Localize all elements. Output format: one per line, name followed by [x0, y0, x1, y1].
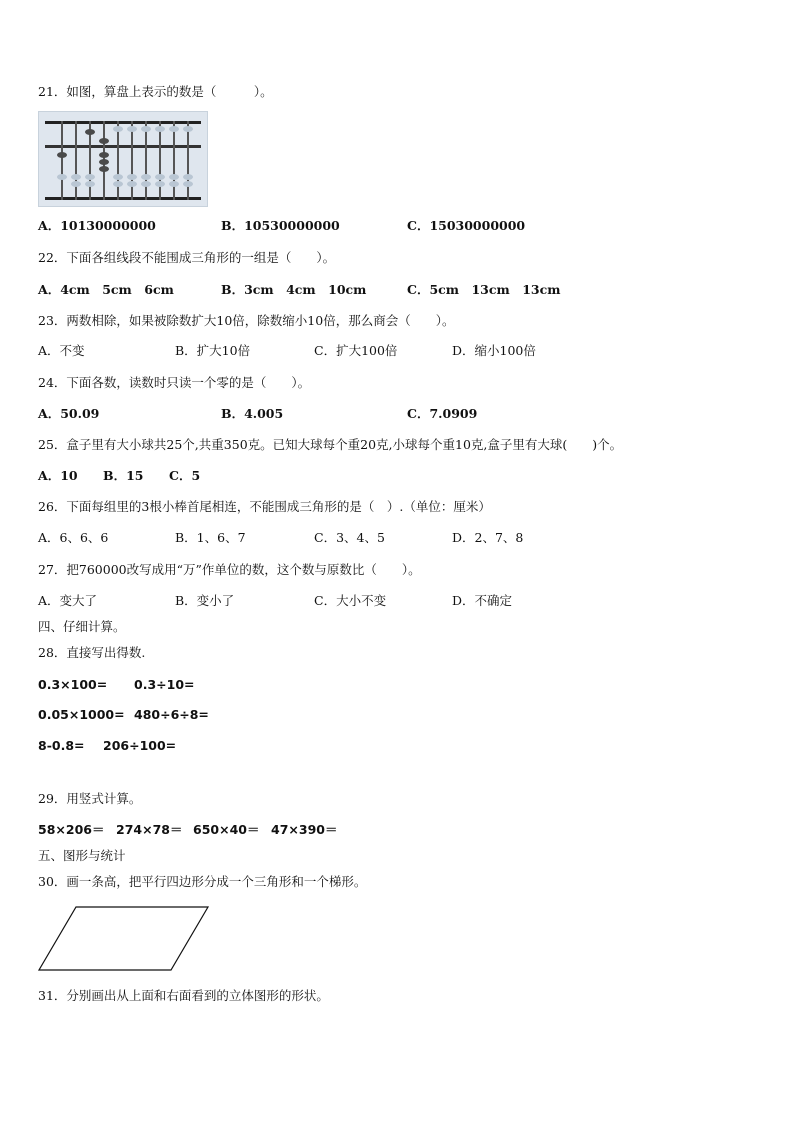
abacus-bead: [169, 174, 179, 180]
abacus-rod: [131, 121, 133, 200]
q27-option-b[interactable]: B．变小了: [175, 593, 235, 608]
abacus-bead: [57, 174, 67, 180]
abacus-bead: [71, 181, 81, 187]
abacus-rod: [145, 121, 147, 200]
calc-item: 650×40＝: [193, 822, 260, 837]
abacus-rod: [173, 121, 175, 200]
question-25: 25．盒子里有大小球共25个,共重350克。已知大球每个重20克,小球每个重10克,盒子里有大球( )个。: [38, 437, 623, 452]
calc-item: 0.05×1000=: [38, 707, 125, 722]
q26-option-d[interactable]: D．2、7、8: [452, 530, 524, 545]
abacus-bead: [169, 181, 179, 187]
q27-option-a[interactable]: A．变大了: [38, 593, 98, 608]
q27-option-d[interactable]: D．不确定: [452, 593, 513, 608]
abacus-bead: [85, 181, 95, 187]
q22-option-c[interactable]: C．5cm 13cm 13cm: [407, 282, 561, 297]
abacus-bead: [127, 174, 137, 180]
question-28: 28．直接写出得数.: [38, 645, 146, 660]
abacus-bead: [57, 152, 67, 158]
abacus-bead: [155, 174, 165, 180]
question-30: 30．画一条高，把平行四边形分成一个三角形和一个梯形。: [38, 874, 367, 889]
calc-item: 58×206＝: [38, 822, 105, 837]
abacus-bead: [169, 126, 179, 132]
question-29: 29．用竖式计算。: [38, 791, 142, 806]
question-27: 27．把760000改写成用“万”作单位的数，这个数与原数比（ ）。: [38, 562, 421, 577]
q23-option-d[interactable]: D．缩小100倍: [452, 343, 536, 358]
abacus-rod: [159, 121, 161, 200]
abacus-bead: [127, 181, 137, 187]
abacus-bead: [183, 174, 193, 180]
q23-option-a[interactable]: A．不变: [38, 343, 85, 358]
question-23: 23．两数相除，如果被除数扩大10倍，除数缩小10倍，那么商会（ ）。: [38, 313, 455, 328]
section-5-heading: 五、图形与统计: [38, 848, 126, 863]
q27-option-c[interactable]: C．大小不变: [314, 593, 387, 608]
abacus-bottom-beam: [45, 197, 201, 200]
q26-option-c[interactable]: C．3、4、5: [314, 530, 385, 545]
question-31: 31．分别画出从上面和右面看到的立体图形的形状。: [38, 988, 329, 1003]
abacus-bead: [127, 126, 137, 132]
q21-option-a[interactable]: A．10130000000: [38, 218, 156, 233]
q24-option-a[interactable]: A．50.09: [38, 406, 100, 421]
q22-option-a[interactable]: A．4cm 5cm 6cm: [38, 282, 174, 297]
q23-option-b[interactable]: B．扩大10倍: [175, 343, 251, 358]
abacus-bead: [71, 174, 81, 180]
abacus-rod: [117, 121, 119, 200]
calc-item: 0.3÷10=: [134, 677, 195, 692]
abacus-rod: [61, 121, 63, 200]
abacus-bead: [85, 174, 95, 180]
question-21: 21．如图，算盘上表示的数是（ ）。: [38, 84, 273, 99]
abacus-middle-beam: [45, 145, 201, 148]
q25-option-c[interactable]: C．5: [169, 468, 201, 483]
q25-option-a[interactable]: A．10: [38, 468, 78, 483]
abacus-bead: [183, 126, 193, 132]
calc-item: 206÷100=: [103, 738, 177, 753]
q24-option-c[interactable]: C．7.0909: [407, 406, 478, 421]
abacus-bead: [141, 174, 151, 180]
abacus-bead: [141, 126, 151, 132]
question-22: 22．下面各组线段不能围成三角形的一组是（ ）。: [38, 250, 336, 265]
q24-option-b[interactable]: B．4.005: [221, 406, 284, 421]
abacus-rod: [75, 121, 77, 200]
section-4-heading: 四、仔细计算。: [38, 619, 126, 634]
abacus-rod: [187, 121, 189, 200]
calc-item: 47×390＝: [271, 822, 338, 837]
question-26: 26．下面每组里的3根小棒首尾相连，不能围成三角形的是（ ）.（单位：厘米）: [38, 499, 491, 514]
q22-option-b[interactable]: B．3cm 4cm 10cm: [221, 282, 367, 297]
abacus-image: [38, 111, 208, 207]
abacus-bead: [113, 174, 123, 180]
q26-option-a[interactable]: A．6、6、6: [38, 530, 109, 545]
abacus-bead: [99, 138, 109, 144]
q23-option-c[interactable]: C．扩大100倍: [314, 343, 398, 358]
calc-item: 8-0.8=: [38, 738, 85, 753]
abacus-bead: [113, 181, 123, 187]
calc-item: 274×78＝: [116, 822, 183, 837]
abacus-bead: [99, 159, 109, 165]
question-24: 24．下面各数，读数时只读一个零的是（ ）。: [38, 375, 311, 390]
q21-option-b[interactable]: B．10530000000: [221, 218, 340, 233]
abacus-top-beam: [45, 121, 201, 124]
q25-option-b[interactable]: B．15: [103, 468, 144, 483]
abacus-bead: [141, 181, 151, 187]
q26-option-b[interactable]: B．1、6、7: [175, 530, 246, 545]
abacus-bead: [99, 166, 109, 172]
abacus-bead: [183, 181, 193, 187]
abacus-bead: [113, 126, 123, 132]
calc-item: 480÷6÷8=: [134, 707, 209, 722]
calc-item: 0.3×100=: [38, 677, 108, 692]
abacus-bead: [155, 126, 165, 132]
abacus-bead: [155, 181, 165, 187]
abacus-bead: [99, 152, 109, 158]
parallelogram-figure: [36, 904, 212, 974]
q21-option-c[interactable]: C．15030000000: [407, 218, 526, 233]
abacus-bead: [85, 129, 95, 135]
